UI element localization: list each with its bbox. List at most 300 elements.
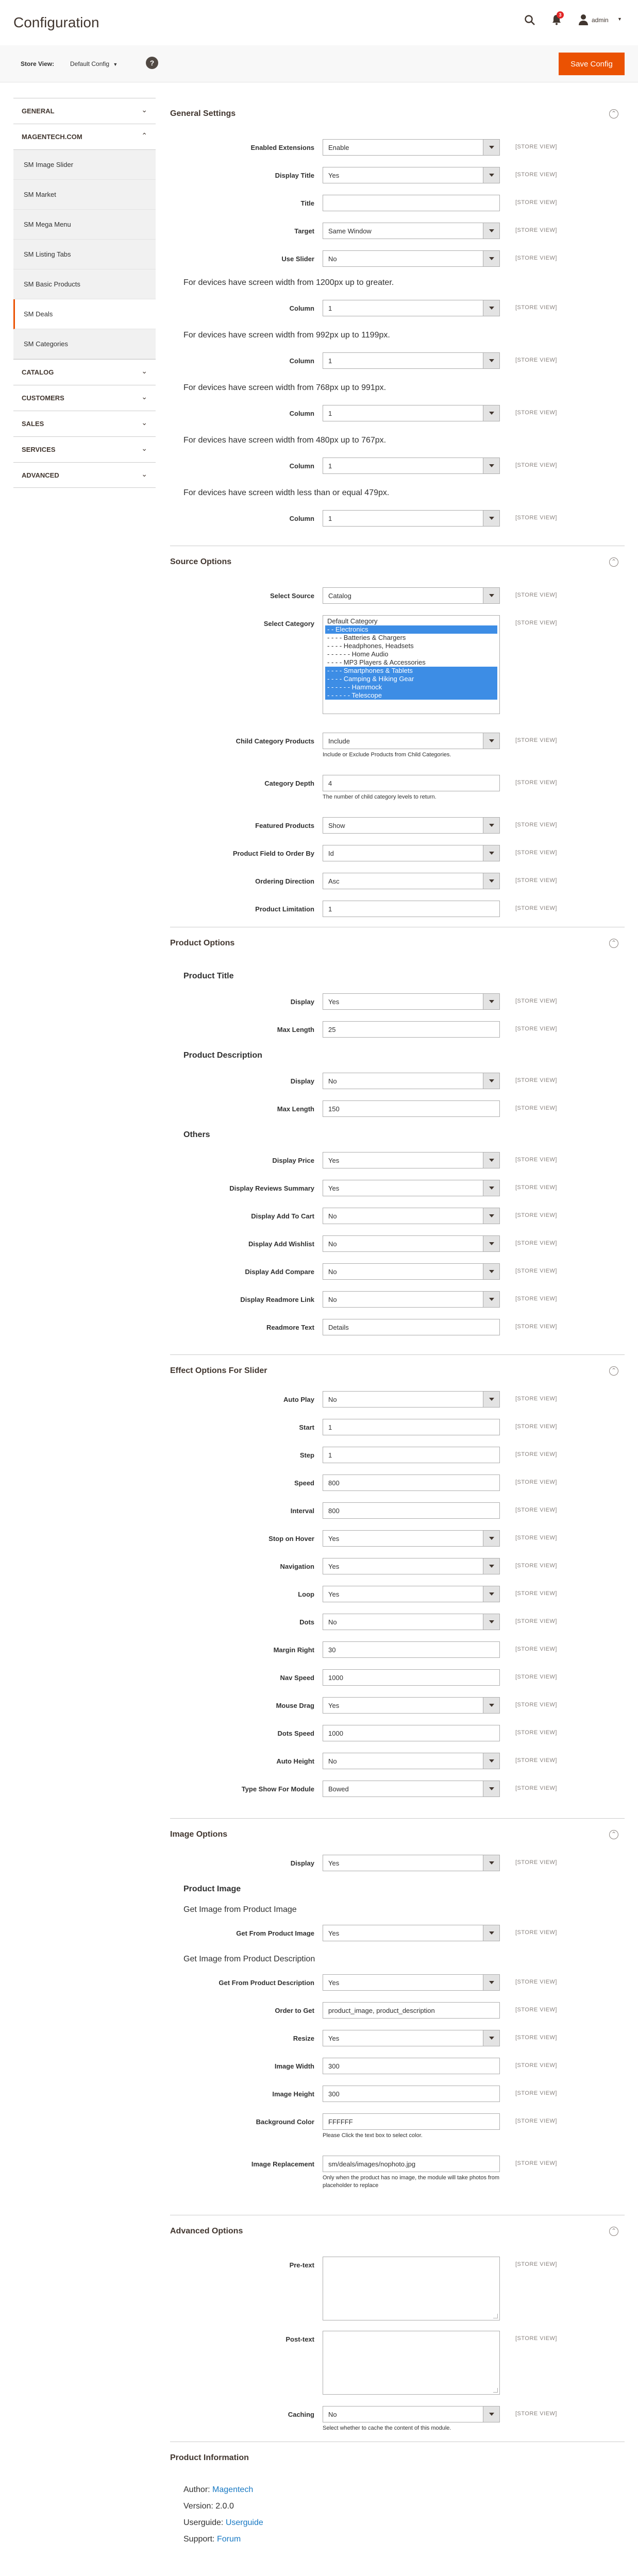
- dropdown-arrow-icon: [483, 511, 499, 526]
- scope-label: [STORE VIEW]: [515, 1268, 557, 1274]
- info-label: Userguide:: [183, 2518, 224, 2527]
- sidebar-group-label: MAGENTECH.COM: [22, 133, 82, 141]
- field-select[interactable]: [323, 1697, 500, 1714]
- sidebar-item-label: SM Deals: [24, 310, 53, 318]
- field-label: Mouse Drag: [276, 1702, 314, 1709]
- field-label: Background Color: [256, 2118, 314, 2126]
- device-heading: For devices have screen width from 992px up to 1199px.: [183, 331, 390, 340]
- field-title-max-length: [170, 1021, 625, 1038]
- scope-label: [STORE VIEW]: [515, 1979, 557, 1985]
- image-height-input[interactable]: [323, 2086, 500, 2102]
- field-select-source: [170, 587, 625, 604]
- resize-select[interactable]: [323, 2030, 500, 2046]
- field-row: [170, 1753, 625, 1769]
- select-value: Yes: [328, 998, 340, 1006]
- sidebar-group-label: CUSTOMERS: [22, 394, 64, 402]
- field-row: [170, 1208, 625, 1224]
- search-icon[interactable]: [524, 14, 535, 26]
- scope-label: [STORE VIEW]: [515, 1674, 557, 1680]
- column-select[interactable]: [323, 352, 500, 369]
- store-view-label: Store View:: [21, 60, 55, 67]
- caching-select[interactable]: [323, 2406, 500, 2422]
- column-select[interactable]: [323, 457, 500, 474]
- info-label: Version:: [183, 2502, 213, 2511]
- scope-label: [STORE VIEW]: [515, 1396, 557, 1402]
- field-label: Select Source: [270, 592, 314, 600]
- section-title[interactable]: Effect Options For Slider: [170, 1366, 267, 1375]
- field-row: [170, 1641, 625, 1658]
- sidebar-group-header[interactable]: [13, 124, 156, 150]
- author-link[interactable]: Magentech: [212, 2485, 254, 2494]
- scope-label: [STORE VIEW]: [515, 2007, 557, 2013]
- field-image-display: [170, 1855, 625, 1871]
- scope-label: [STORE VIEW]: [515, 462, 557, 468]
- posttext-textarea[interactable]: [323, 2331, 500, 2395]
- field-row: [170, 1475, 625, 1491]
- sidebar-group-services[interactable]: [13, 436, 156, 462]
- field-row: [170, 1530, 625, 1547]
- category-option[interactable]: - - - - Camping & Hiking Gear: [325, 675, 497, 683]
- sidebar-item-categories[interactable]: [13, 329, 156, 359]
- input-value: 150: [328, 1105, 340, 1113]
- scope-label: [STORE VIEW]: [515, 227, 557, 233]
- field-label: Start: [299, 1423, 314, 1431]
- sidebar-item-image-slider[interactable]: [13, 150, 156, 180]
- collapse-icon[interactable]: ⌃: [609, 1830, 618, 1839]
- collapse-icon[interactable]: ⌃: [609, 1366, 618, 1376]
- select-value: No: [328, 1296, 337, 1303]
- field-label: Column: [289, 515, 314, 522]
- field-label: Order to Get: [275, 2007, 314, 2014]
- scope-label: [STORE VIEW]: [515, 357, 557, 363]
- field-enabled-extensions: [170, 139, 625, 156]
- field-input[interactable]: [323, 1669, 500, 1686]
- field-product-limitation: [170, 901, 625, 917]
- page-title: Configuration: [13, 14, 99, 30]
- field-label: Display Add Compare: [245, 1268, 314, 1276]
- category-multiselect[interactable]: [323, 615, 500, 714]
- title-max-length-input[interactable]: [323, 1021, 500, 1038]
- field-input[interactable]: [323, 1502, 500, 1519]
- user-name[interactable]: admin: [592, 16, 609, 24]
- sidebar-item-listing-tabs[interactable]: [13, 240, 156, 269]
- field-row: [170, 1263, 625, 1280]
- section-title[interactable]: Product Options: [170, 939, 235, 947]
- dropdown-arrow-icon: [483, 251, 499, 266]
- scope-label: [STORE VIEW]: [515, 144, 557, 150]
- field-column: [170, 405, 625, 421]
- dropdown-arrow-icon: [483, 1698, 499, 1713]
- scope-label: [STORE VIEW]: [515, 2062, 557, 2069]
- userguide-link[interactable]: Userguide: [225, 2518, 263, 2527]
- field-input[interactable]: [323, 1641, 500, 1658]
- sidebar-group-label: ADVANCED: [22, 471, 59, 479]
- sidebar-group-customers[interactable]: [13, 385, 156, 411]
- category-option[interactable]: - - - - Headphones, Headsets: [327, 642, 414, 650]
- from-product-description-select[interactable]: [323, 1974, 500, 1991]
- use-slider-select[interactable]: [323, 250, 500, 267]
- product-limitation-input[interactable]: [323, 901, 500, 917]
- notification-badge: 3: [557, 11, 564, 19]
- field-label: Speed: [294, 1479, 314, 1487]
- select-value: No: [328, 1757, 337, 1765]
- input-value: 300: [328, 2090, 340, 2098]
- field-label: Ordering Direction: [255, 877, 314, 885]
- select-value: Yes: [328, 1590, 340, 1598]
- dropdown-arrow-icon: [483, 1236, 499, 1251]
- field-label: Display: [290, 1077, 314, 1085]
- store-view-value: Default Config: [70, 60, 110, 67]
- select-value: Show: [328, 822, 345, 829]
- select-value: No: [328, 1396, 337, 1403]
- select-value: No: [328, 1268, 337, 1276]
- input-value: 1: [328, 1423, 332, 1431]
- scope-label: [STORE VIEW]: [515, 1757, 557, 1764]
- subsection-title: Get Image from Product Description: [183, 1955, 315, 1963]
- select-value: Yes: [328, 1535, 340, 1543]
- store-switcher-bar: [0, 45, 638, 82]
- field-input[interactable]: [323, 1475, 500, 1491]
- field-desc-max-length: [170, 1100, 625, 1117]
- field-label: Column: [289, 410, 314, 417]
- field-image-replacement: [170, 2156, 625, 2172]
- sidebar-item-label: SM Mega Menu: [24, 221, 71, 228]
- desc-max-length-input[interactable]: [323, 1100, 500, 1117]
- sidebar-group-general[interactable]: [13, 98, 156, 124]
- scope-label: [STORE VIEW]: [515, 1451, 557, 1458]
- dropdown-arrow-icon: [483, 1292, 499, 1307]
- device-heading: For devices have screen width from 480px up to 767px.: [183, 436, 387, 445]
- scope-label: [STORE VIEW]: [515, 1026, 557, 1032]
- scope-label: [STORE VIEW]: [515, 1563, 557, 1569]
- field-select[interactable]: [323, 1235, 500, 1252]
- support-link[interactable]: Forum: [216, 2535, 241, 2544]
- field-use-slider: [170, 250, 625, 267]
- scope-label: [STORE VIEW]: [515, 1590, 557, 1597]
- dropdown-arrow-icon: [483, 167, 499, 183]
- sidebar-group-catalog[interactable]: [13, 359, 156, 385]
- chevron-down-icon: ⌄: [141, 470, 147, 478]
- collapse-icon[interactable]: ⌃: [609, 109, 618, 118]
- field-label: Column: [289, 462, 314, 470]
- subsection-title: Product Image: [183, 1885, 241, 1893]
- sidebar-item-mega-menu[interactable]: [13, 210, 156, 240]
- sidebar-group-label: GENERAL: [22, 107, 55, 115]
- dropdown-arrow-icon: [483, 733, 499, 749]
- field-row: [170, 1725, 625, 1741]
- field-label: Max Length: [277, 1026, 314, 1033]
- scope-label: [STORE VIEW]: [515, 1702, 557, 1708]
- field-caching: [170, 2406, 625, 2422]
- field-label: Featured Products: [255, 822, 314, 829]
- section-title[interactable]: Image Options: [170, 1830, 228, 1839]
- scope-label: [STORE VIEW]: [515, 877, 557, 884]
- field-row: [170, 1180, 625, 1196]
- scope-label: [STORE VIEW]: [515, 2160, 557, 2166]
- scope-label: [STORE VIEW]: [515, 1240, 557, 1246]
- column-select[interactable]: [323, 300, 500, 316]
- select-value: Yes: [328, 1702, 340, 1709]
- field-label: Interval: [290, 1507, 314, 1515]
- section-source-options: [170, 546, 625, 927]
- pretext-textarea[interactable]: [323, 2257, 500, 2320]
- scope-label: [STORE VIEW]: [515, 1157, 557, 1163]
- scope-label: [STORE VIEW]: [515, 255, 557, 261]
- select-value: Yes: [328, 1157, 340, 1164]
- scope-label: [STORE VIEW]: [515, 2411, 557, 2417]
- subsection-title: Get Image from Product Image: [183, 1905, 297, 1914]
- field-note: Select whether to cache the content of this module.: [323, 2425, 451, 2431]
- config-sidebar: [13, 98, 156, 488]
- scope-label: [STORE VIEW]: [515, 515, 557, 521]
- scope-label: [STORE VIEW]: [515, 2261, 557, 2267]
- field-label: Category Depth: [264, 779, 314, 787]
- input-value: product_image, product_description: [328, 2007, 435, 2014]
- title-input[interactable]: [323, 195, 500, 211]
- field-label: Column: [289, 357, 314, 365]
- section-product-options: [170, 927, 625, 1355]
- select-value: Yes: [328, 1184, 340, 1192]
- select-value: Yes: [328, 1859, 340, 1867]
- sidebar-item-market[interactable]: [13, 180, 156, 210]
- info-label: Author:: [183, 2485, 210, 2494]
- device-heading: For devices have screen width less than or equal 479px.: [183, 488, 390, 497]
- category-option[interactable]: - - - - MP3 Players & Accessories: [327, 658, 426, 666]
- field-select[interactable]: [323, 1781, 500, 1797]
- scope-label: [STORE VIEW]: [515, 1479, 557, 1485]
- field-select-category: [170, 615, 625, 714]
- field-row: [170, 1502, 625, 1519]
- dropdown-arrow-icon: [483, 353, 499, 368]
- background-color-input[interactable]: [323, 2113, 500, 2130]
- dropdown-arrow-icon: [483, 1781, 499, 1797]
- section-title[interactable]: Product Information: [170, 2453, 249, 2462]
- field-input[interactable]: [323, 1725, 500, 1741]
- dropdown-arrow-icon: [483, 1073, 499, 1089]
- field-label: Display Price: [272, 1157, 314, 1164]
- scope-label: [STORE VIEW]: [515, 199, 557, 206]
- subsection-title: Others: [183, 1130, 210, 1139]
- field-label: Readmore Text: [266, 1324, 314, 1331]
- field-row: [170, 1291, 625, 1308]
- scope-label: [STORE VIEW]: [515, 172, 557, 178]
- field-select[interactable]: [323, 1180, 500, 1196]
- section-title[interactable]: General Settings: [170, 109, 236, 118]
- column-select[interactable]: [323, 405, 500, 421]
- scope-label: [STORE VIEW]: [515, 1105, 557, 1111]
- field-label: Type Show For Module: [241, 1785, 314, 1793]
- section-title[interactable]: Source Options: [170, 557, 232, 566]
- scope-label: [STORE VIEW]: [515, 1324, 557, 1330]
- field-row: [170, 1558, 625, 1574]
- dropdown-arrow-icon: [483, 1153, 499, 1168]
- dropdown-arrow-icon: [483, 994, 499, 1009]
- chevron-down-icon: ⌄: [141, 393, 147, 401]
- field-select[interactable]: [323, 1614, 500, 1630]
- scope-label: [STORE VIEW]: [515, 2035, 557, 2041]
- field-select[interactable]: [323, 1208, 500, 1224]
- input-value: 800: [328, 1507, 340, 1515]
- category-option[interactable]: - - - - - - Hammock: [325, 683, 497, 691]
- scope-label: [STORE VIEW]: [515, 1535, 557, 1541]
- image-width-input[interactable]: [323, 2058, 500, 2074]
- field-select[interactable]: [323, 1753, 500, 1769]
- category-option[interactable]: - - - - - - Telescope: [325, 691, 497, 700]
- info-userguide: [183, 2518, 263, 2528]
- from-product-image-select[interactable]: [323, 1925, 500, 1941]
- field-order-by: [170, 845, 625, 861]
- target-select[interactable]: [323, 223, 500, 239]
- sidebar-item-basic-products[interactable]: [13, 269, 156, 299]
- field-label: Display: [290, 998, 314, 1006]
- field-select[interactable]: [323, 1291, 500, 1308]
- child-category-select[interactable]: [323, 733, 500, 749]
- sidebar-group-sales[interactable]: [13, 411, 156, 436]
- dropdown-arrow-icon: [483, 1753, 499, 1769]
- chevron-down-icon: ⌄: [141, 444, 147, 452]
- field-select[interactable]: [323, 1530, 500, 1547]
- dropdown-arrow-icon: [483, 1531, 499, 1546]
- category-option[interactable]: - - - - Smartphones & Tablets: [325, 667, 497, 675]
- select-value: No: [328, 2411, 337, 2418]
- help-icon[interactable]: ?: [146, 57, 158, 69]
- field-row: [170, 1586, 625, 1602]
- field-select[interactable]: [323, 1391, 500, 1408]
- save-config-button[interactable]: Save Config: [559, 53, 625, 75]
- select-value: Enable: [328, 144, 349, 151]
- collapse-icon[interactable]: ⌃: [609, 939, 618, 948]
- field-column: [170, 300, 625, 316]
- field-pretext: [170, 2257, 625, 2320]
- input-value: 30: [328, 1646, 336, 1654]
- category-option[interactable]: Default Category: [327, 617, 378, 625]
- scope-label: [STORE VIEW]: [515, 304, 557, 311]
- scope-label: [STORE VIEW]: [515, 410, 557, 416]
- image-replacement-input[interactable]: [323, 2156, 500, 2172]
- category-depth-input[interactable]: [323, 775, 500, 791]
- field-note: Include or Exclude Products from Child Categories.: [323, 752, 451, 758]
- field-image-height: [170, 2086, 625, 2102]
- field-input[interactable]: [323, 1419, 500, 1435]
- select-source-select[interactable]: [323, 587, 500, 604]
- dropdown-arrow-icon: [483, 2406, 499, 2422]
- scope-label: [STORE VIEW]: [515, 850, 557, 856]
- field-row: [170, 1614, 625, 1630]
- section-title[interactable]: Advanced Options: [170, 2227, 243, 2235]
- scope-label: [STORE VIEW]: [515, 1859, 557, 1866]
- field-label: Resize: [293, 2035, 314, 2042]
- collapse-icon[interactable]: ⌃: [609, 2227, 618, 2236]
- sidebar-item-label: SM Image Slider: [24, 161, 74, 168]
- scope-label: [STORE VIEW]: [515, 1507, 557, 1513]
- field-input[interactable]: [323, 1319, 500, 1335]
- field-title: [170, 195, 625, 211]
- field-label: Display Add Wishlist: [248, 1240, 314, 1248]
- select-value: Yes: [328, 1929, 340, 1937]
- ordering-direction-select[interactable]: [323, 873, 500, 889]
- field-label: Column: [289, 304, 314, 312]
- collapse-icon[interactable]: ⌃: [609, 557, 618, 567]
- dropdown-arrow-icon: [483, 845, 499, 861]
- image-display-select[interactable]: [323, 1855, 500, 1871]
- sidebar-group-advanced[interactable]: [13, 462, 156, 488]
- scope-label: [STORE VIEW]: [515, 1212, 557, 1218]
- category-option[interactable]: - - - - Batteries & Chargers: [327, 634, 406, 641]
- order-to-get-input[interactable]: [323, 2002, 500, 2019]
- field-image-width: [170, 2058, 625, 2074]
- field-row: [170, 1152, 625, 1168]
- field-select[interactable]: [323, 1586, 500, 1602]
- user-icon[interactable]: [578, 14, 589, 25]
- input-value: Details: [328, 1324, 349, 1331]
- field-featured-products: [170, 817, 625, 834]
- select-value: No: [328, 1212, 337, 1220]
- field-category-depth: [170, 775, 625, 791]
- dropdown-arrow-icon: [483, 140, 499, 155]
- field-row: [170, 1669, 625, 1686]
- field-select[interactable]: [323, 1558, 500, 1574]
- desc-display-select[interactable]: [323, 1073, 500, 1089]
- field-label: Display Title: [275, 172, 314, 179]
- field-label: Margin Right: [273, 1646, 314, 1654]
- scope-label: [STORE VIEW]: [515, 2090, 557, 2096]
- sidebar-group-label: SERVICES: [22, 446, 56, 453]
- field-label: Dots Speed: [277, 1730, 314, 1737]
- column-select[interactable]: [323, 510, 500, 527]
- field-label: Display Reviews Summary: [229, 1184, 314, 1192]
- info-label: Support:: [183, 2535, 215, 2544]
- field-input[interactable]: [323, 1447, 500, 1463]
- dropdown-arrow-icon: [483, 873, 499, 889]
- field-select[interactable]: [323, 1263, 500, 1280]
- select-value: 1: [328, 304, 332, 312]
- subsection-title: Product Title: [183, 972, 234, 980]
- chevron-down-icon[interactable]: ▼: [617, 16, 622, 22]
- input-value: 1: [328, 905, 332, 913]
- field-select[interactable]: [323, 1152, 500, 1168]
- dropdown-arrow-icon: [483, 1208, 499, 1224]
- scope-label: [STORE VIEW]: [515, 2335, 557, 2342]
- store-view-dropdown[interactable]: [70, 60, 117, 67]
- scope-label: [STORE VIEW]: [515, 1646, 557, 1652]
- field-label: Image Replacement: [251, 2160, 314, 2168]
- display-title-select[interactable]: [323, 167, 500, 183]
- field-label: Product Limitation: [255, 905, 314, 913]
- field-label: Display: [290, 1859, 314, 1867]
- scope-label: [STORE VIEW]: [515, 905, 557, 911]
- field-label: Use Slider: [281, 255, 314, 263]
- title-display-select[interactable]: [323, 993, 500, 1010]
- version-value: 2.0.0: [215, 2502, 234, 2511]
- field-label: Display Readmore Link: [240, 1296, 314, 1303]
- info-author: [183, 2485, 253, 2495]
- field-note: The number of child category levels to return.: [323, 794, 436, 800]
- sidebar-group-label: SALES: [22, 420, 44, 428]
- category-option[interactable]: - - - - - - Home Audio: [327, 650, 389, 658]
- field-label: Step: [299, 1451, 314, 1459]
- category-option[interactable]: - - Electronics: [325, 625, 497, 634]
- featured-products-select[interactable]: [323, 817, 500, 834]
- field-label: Image Height: [272, 2090, 314, 2098]
- select-value: Yes: [328, 1979, 340, 1987]
- enabled-extensions-select[interactable]: [323, 139, 500, 156]
- dropdown-arrow-icon: [483, 1855, 499, 1871]
- input-value: 300: [328, 2062, 340, 2070]
- field-order-to-get: [170, 2002, 625, 2019]
- section-effect-options: [170, 1355, 625, 1819]
- sidebar-item-deals[interactable]: [13, 299, 156, 329]
- order-by-select[interactable]: [323, 845, 500, 861]
